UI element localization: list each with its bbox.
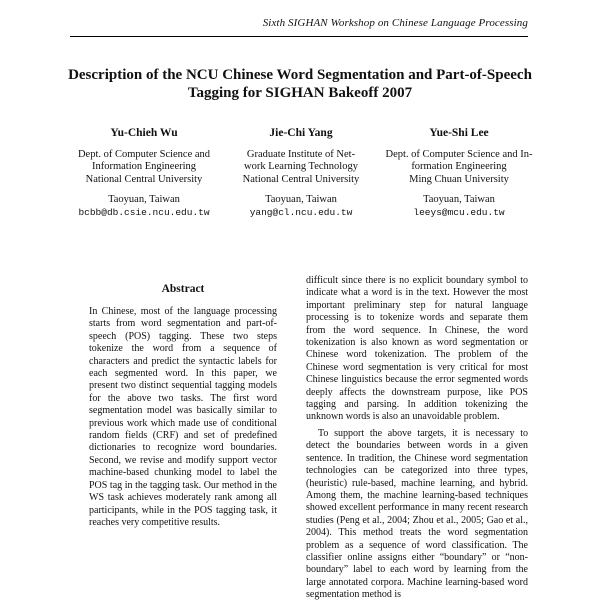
- paper-title: [60, 66, 540, 102]
- author-affiliation: National Central University: [85, 173, 203, 185]
- author-block: [60, 127, 228, 219]
- author-affiliation: Dept. of Computer Science and In-: [385, 148, 533, 160]
- author-block: [222, 127, 380, 219]
- author-affiliation: formation Engineering: [411, 161, 507, 172]
- author-affiliation: Information Engineering: [91, 161, 197, 172]
- author-email[interactable]: yang@cl.ncu.edu.tw: [249, 206, 353, 218]
- intro-paragraph: To support the above targets, it is necessary to detect the boundaries between words in a given sentence. In tradition, the Chinese word segmentation technologies can be categorized into three types, (heuristic) rule-based, machine learning, and hybrid. Among them, the machine learning-based techniques showed excellent performance in many recent research studies (Peng et al., 2004; Zhou et al., 2005; Gao et al., 2004). This method treats the word segmentation problem as a sequence of word classification. The classifier online assigns either “boundary” or “non-boundary” label to each word by learning from the large annotated corpora. Machine learning-based word segmentation method is: [306, 427, 528, 601]
- workshop-header: Sixth SIGHAN Workshop on Chinese Language Processing: [262, 17, 528, 29]
- author-affiliation: work Learning Technology: [244, 161, 358, 172]
- author-email[interactable]: bcbb@db.csie.ncu.edu.tw: [78, 206, 210, 218]
- author-affiliation: National Central University: [242, 173, 360, 185]
- title-line-2: Tagging for SIGHAN Bakeoff 2007: [187, 85, 413, 101]
- abstract-heading: Abstract: [161, 283, 205, 295]
- author-affiliation: Ming Chuan University: [409, 173, 509, 185]
- introduction-column: [306, 275, 528, 602]
- author-affiliation: Graduate Institute of Net-: [246, 148, 356, 160]
- author-name: Yue-Shi Lee: [429, 127, 489, 139]
- author-name: Jie-Chi Yang: [269, 127, 333, 139]
- abstract-text: In Chinese, most of the language processing starts from word segmentation and part-of-speech (POS) tagging. These two steps tokenize the word from a sequence of characters and predict the syntactic labels for each segmented word. In this paper, we present two distinct sequential tagging models for the above two tasks. The first word segmentation model was basically similar to previous work which made use of conditional random fields (CRF) and set of predefined dictionaries to recognize word boundaries. Second, we revise and modify support vector machine-based chunking model to label the POS tag in the tagging task. Our method in the WS task achieves moderately rank among all participants, while in the POS tagging task, it reaches very competitive results.: [89, 306, 277, 528]
- author-name: Yu-Chieh Wu: [110, 127, 178, 139]
- title-line-1: Description of the NCU Chinese Word Segmentation and Part-of-Speech: [68, 67, 532, 83]
- header-rule: [70, 36, 528, 37]
- author-location: Taoyuan, Taiwan: [265, 194, 337, 205]
- author-location: Taoyuan, Taiwan: [423, 194, 495, 205]
- author-email[interactable]: leeys@mcu.edu.tw: [413, 206, 505, 218]
- author-location: Taoyuan, Taiwan: [108, 194, 180, 205]
- abstract-column: [89, 306, 277, 529]
- intro-paragraph: difficult since there is no explicit boundary symbol to indicate what a word is in the text. However the most important preliminary step for natural language processing is to tokenize words and separate them from the word sequence. In Chinese, the word tokenization is also known as word segmentation or Chinese word tokenization. The problem of the Chinese word segmentation is very critical for most Chinese linguistics because the error segmented words deeply affects the downstream purpose, like POS tagging and parsing. In addition tokenizing the unknown words is also an unavoidable problem.: [306, 275, 528, 423]
- author-affiliation: Dept. of Computer Science and: [77, 148, 211, 160]
- author-block: [375, 127, 543, 219]
